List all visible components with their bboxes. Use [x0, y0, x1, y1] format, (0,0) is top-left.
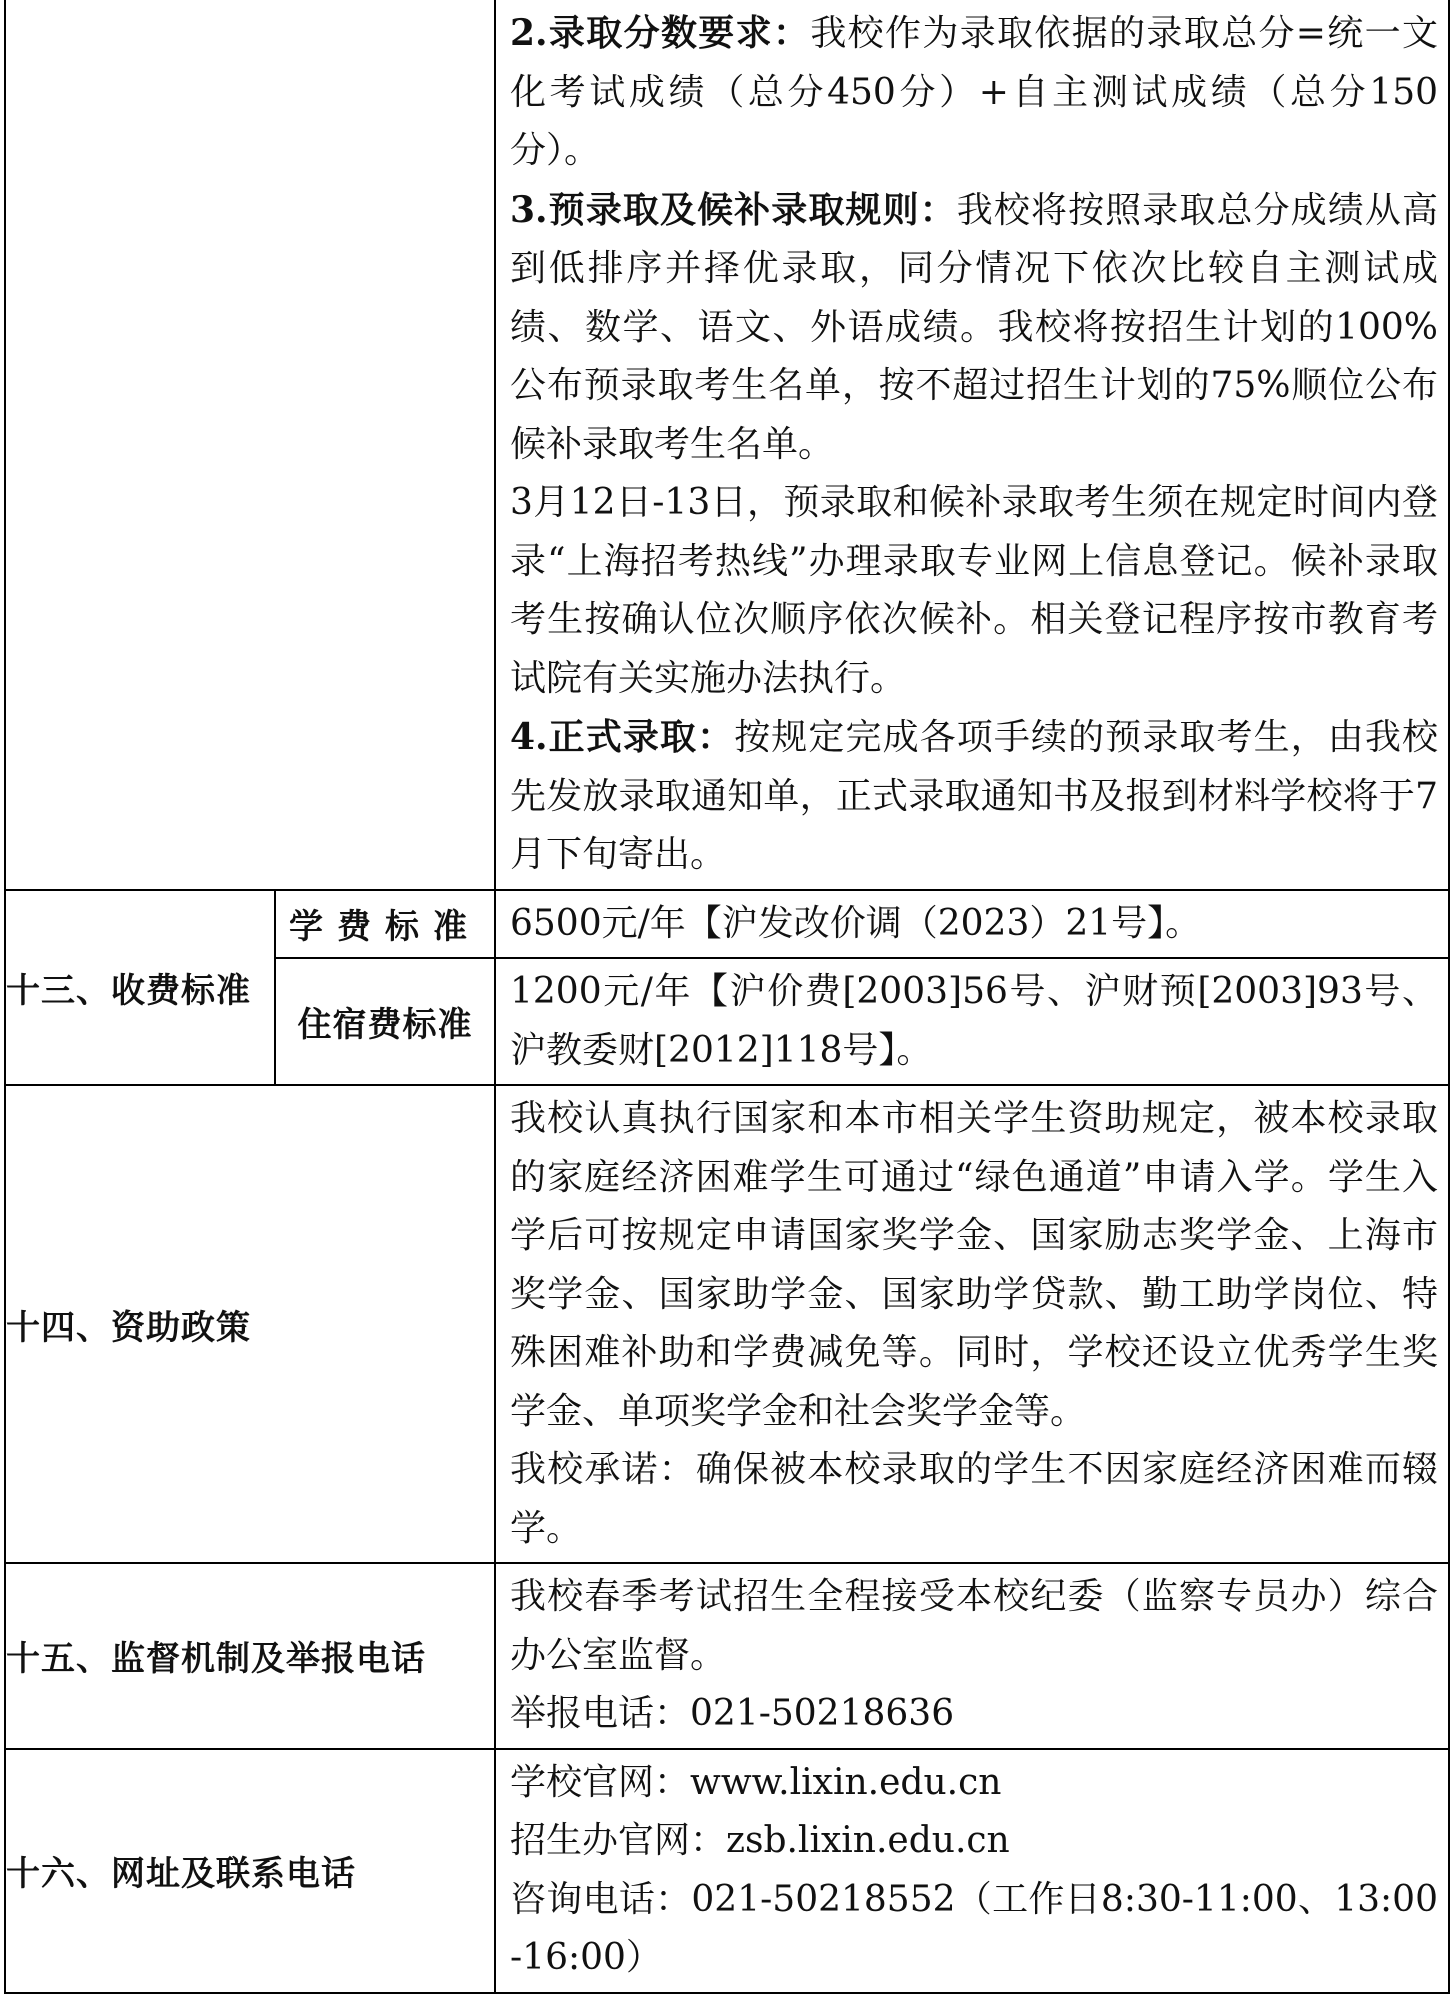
- supervision-row: [5, 1563, 1449, 1749]
- tuition-label: 学费标准: [275, 890, 495, 959]
- formal-admission-paragraph: [510, 708, 1438, 885]
- financial-aid-row: [5, 1085, 1449, 1563]
- financial-aid-promise: 我校承诺：确保被本校录取的学生不因家庭经济困难而辍学。: [510, 1449, 1438, 1549]
- formal-admission-heading: 4.正式录取：: [510, 716, 735, 758]
- financial-aid-cell: [495, 1085, 1449, 1563]
- school-website: 学校官网：www.lixin.edu.cn: [510, 1761, 1002, 1803]
- dorm-fee-text: 1200元/年【沪价费[2003]56号、沪财预[2003]93号、沪教委财[2012]118号】。: [510, 971, 1438, 1071]
- supervision-text: 我校春季考试招生全程接受本校纪委（监察专员办）综合办公室监督。: [510, 1576, 1438, 1676]
- tuition-cell: [495, 890, 1449, 959]
- financial-aid-policy: 我校认真执行国家和本市相关学生资助规定，被本校录取的家庭经济困难学生可通过“绿色通道”申请入学。学生入学后可按规定申请国家奖学金、国家励志奖学金、上海市奖学金、国家助学金、国家助学贷款、勤工助学岗位、特殊困难补助和学费减免等。同时，学校还设立优秀学生奖学金、单项奖学金和社会奖学金等。: [510, 1098, 1438, 1432]
- admission-rules-cell: [495, 0, 1449, 890]
- score-requirement-heading: 2.录取分数要求：: [510, 12, 811, 54]
- tuition-text: 6500元/年【沪发改价调（2023）21号】。: [510, 902, 1202, 944]
- consultation-phone: 咨询电话：021-50218552（工作日8:30-11:00、13:00-16:00）: [510, 1878, 1438, 1978]
- fees-tuition-row: [5, 890, 1449, 959]
- report-phone: 举报电话：021-50218636: [510, 1693, 955, 1734]
- registration-paragraph: 3月12日-13日，预录取和候补录取考生须在规定时间内登录“上海招考热线”办理录取专业网上信息登记。候补录取考生按确认位次顺序依次候补。相关登记程序按市教育考试院有关实施办法执行。: [510, 482, 1438, 699]
- pre-admission-heading: 3.预录取及候补录取规则：: [510, 188, 957, 231]
- admissions-info-table: [4, 0, 1450, 1994]
- contact-row: [5, 1749, 1449, 1993]
- dorm-fee-label: 住宿费标准: [275, 958, 495, 1085]
- pre-admission-text: 我校将按照录取总分成绩从高到低排序并择优录取，同分情况下依次比较自主测试成绩、数学、语文、外语成绩。我校将按招生计划的100%公布预录取考生名单，按不超过招生计划的75%顺位公布候补录取考生名单。: [510, 189, 1438, 465]
- contact-cell: [495, 1749, 1449, 1993]
- supervision-label: 十五、监督机制及举报电话: [5, 1563, 495, 1749]
- admissions-website: 招生办官网：zsb.lixin.edu.cn: [510, 1820, 1010, 1861]
- supervision-cell: [495, 1563, 1449, 1749]
- score-requirement-paragraph: [510, 4, 1438, 181]
- dorm-fee-cell: [495, 958, 1449, 1085]
- contact-label: 十六、网址及联系电话: [5, 1749, 495, 1993]
- pre-admission-paragraph: [510, 181, 1438, 475]
- admission-rules-empty-cell: [5, 0, 495, 890]
- admission-rules-row: [5, 0, 1449, 890]
- fees-section-label: 十三、收费标准: [5, 890, 275, 1086]
- financial-aid-label: 十四、资助政策: [5, 1085, 495, 1563]
- score-requirement-text: 我校作为录取依据的录取总分=统一文化考试成绩（总分450分）+自主测试成绩（总分150分）。: [510, 13, 1438, 171]
- formal-admission-text: 按规定完成各项手续的预录取考生，由我校先发放录取通知单，正式录取通知书及报到材料学校将于7月下旬寄出。: [510, 717, 1438, 875]
